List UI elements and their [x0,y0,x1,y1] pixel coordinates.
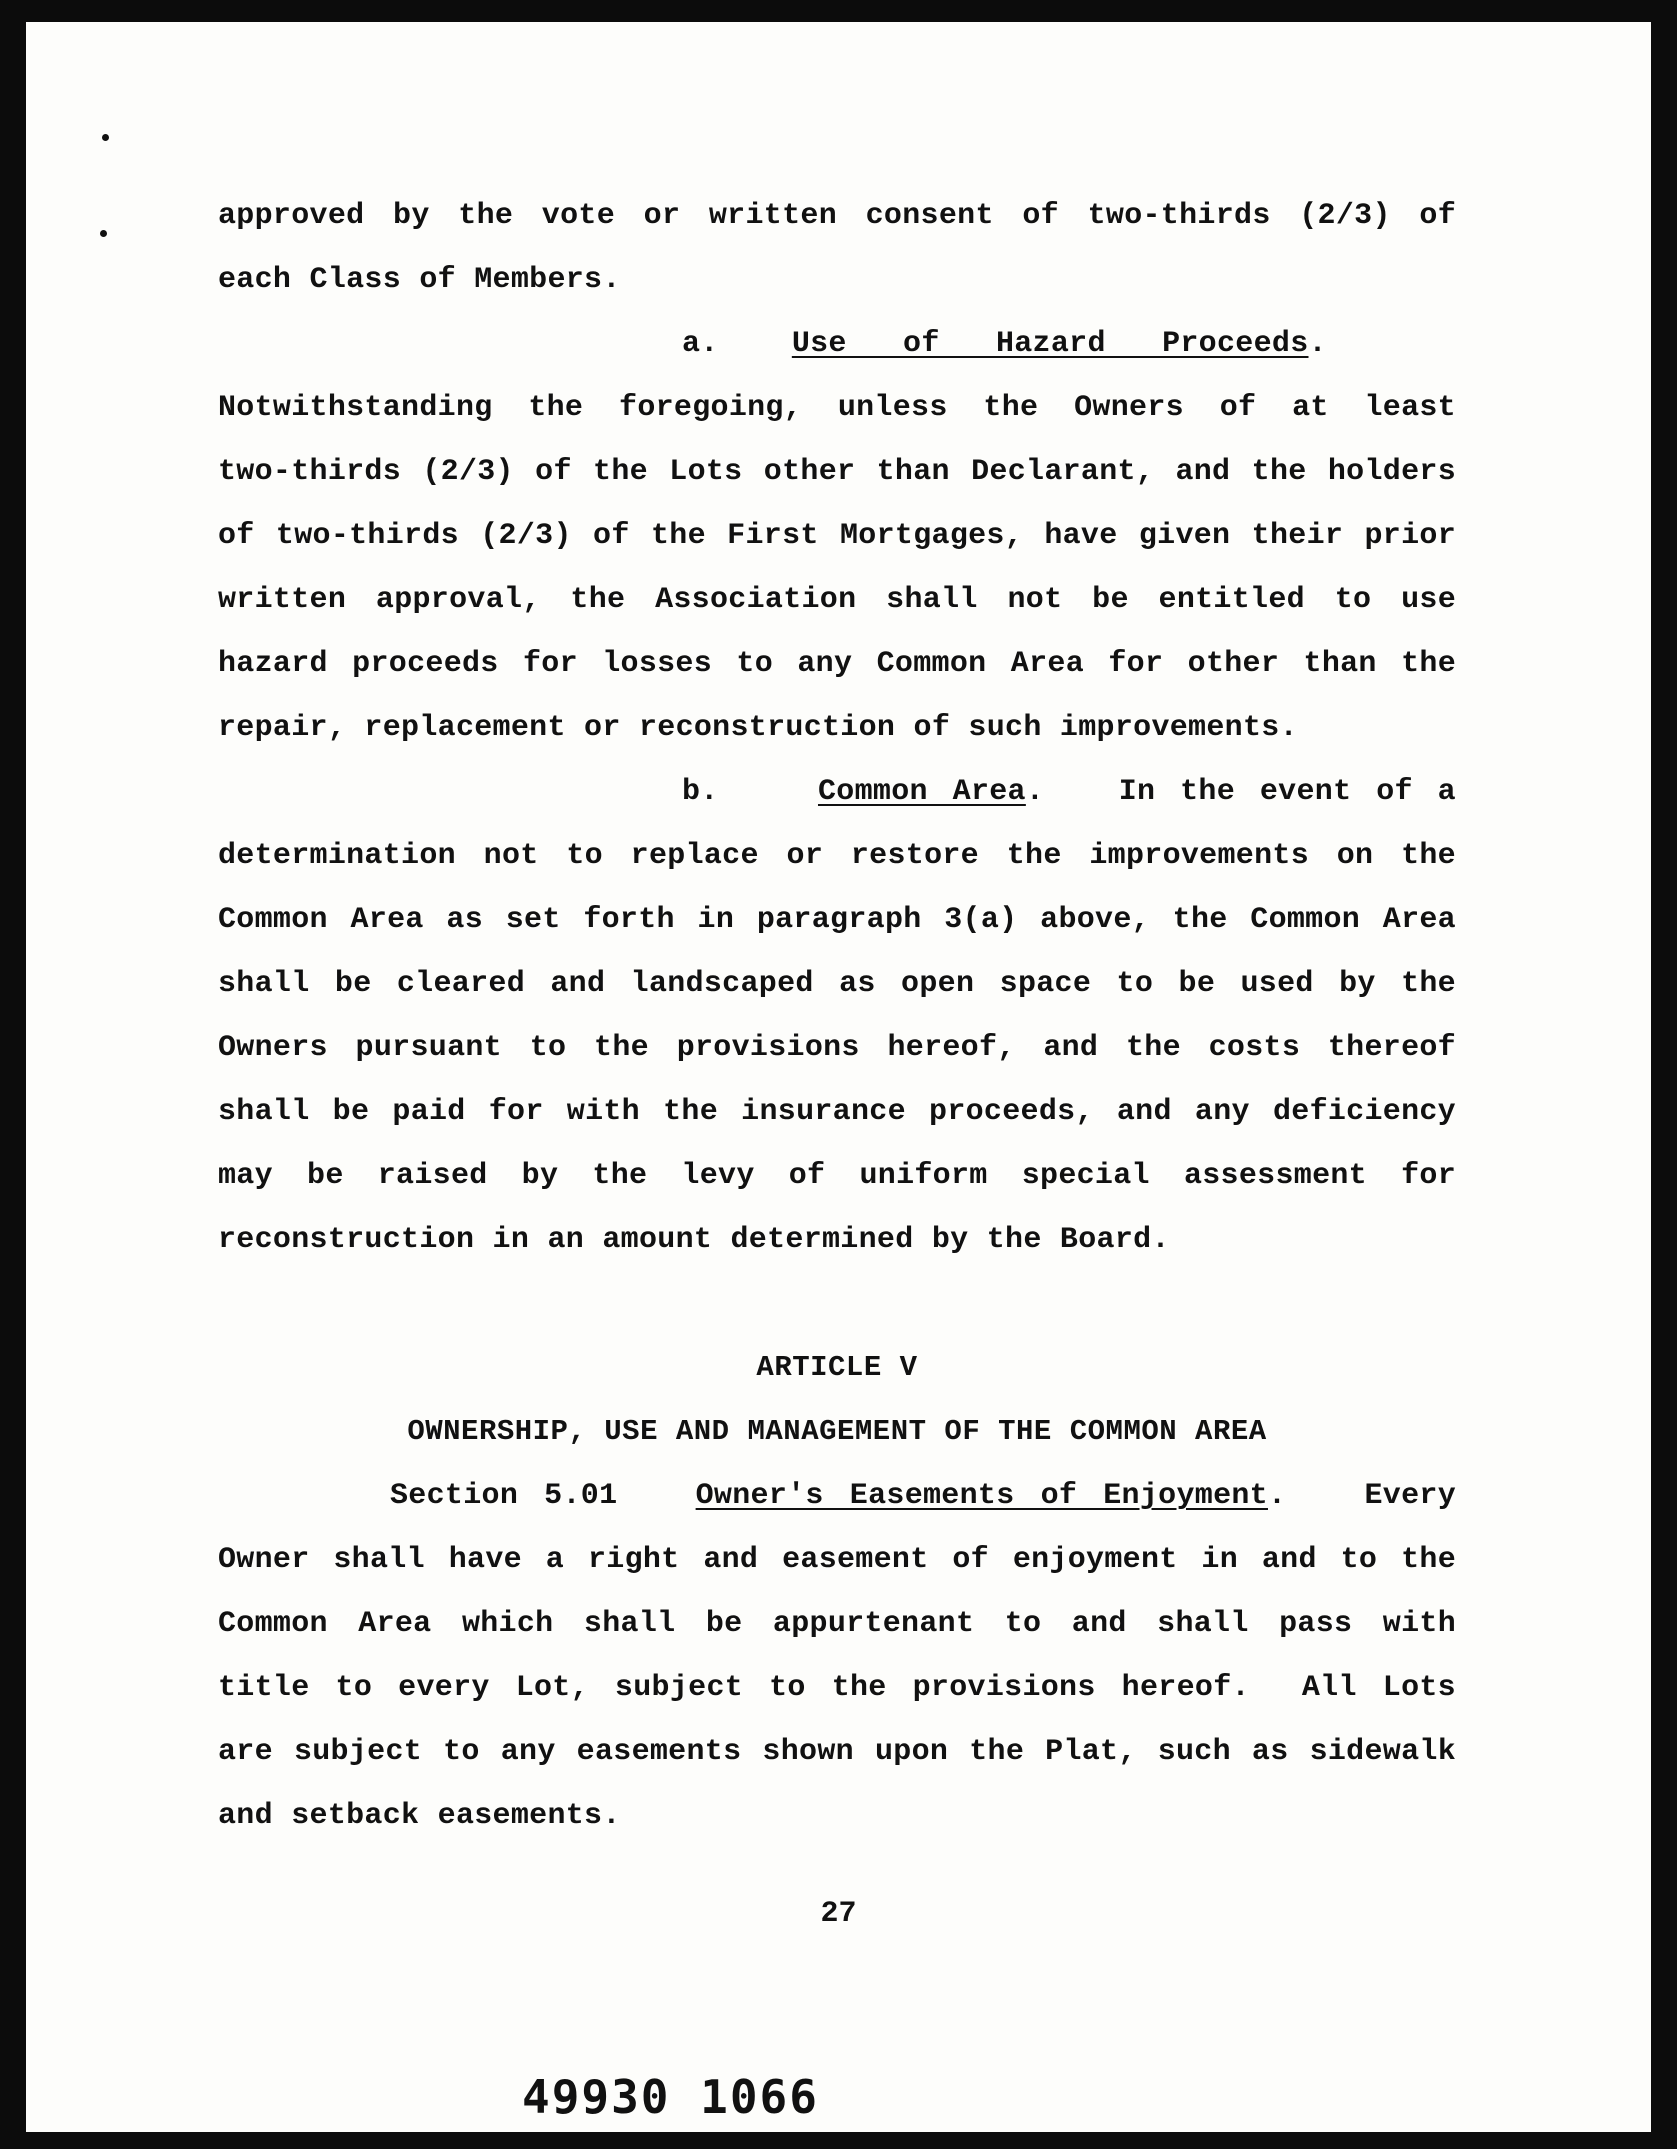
body-line: may be raised by the levy of uniform special assessment for [218,1159,1456,1193]
subsection-a-heading: a. Use of Hazard Proceeds. [682,327,1327,361]
subsection-b-label: b. [682,775,719,809]
article-title: OWNERSHIP, USE AND MANAGEMENT OF THE COMMON AREA [407,1415,1267,1448]
subsection-b-first-line: In the event of a [1118,775,1456,809]
body-line: shall be cleared and landscaped as open space to be used by the [218,967,1456,1001]
body-line: approved by the vote or written consent of two-thirds (2/3) of [218,199,1456,233]
body-line: written approval, the Association shall not be entitled to use [218,583,1456,617]
body-line: Notwithstanding the foregoing, unless the Owners of at least [218,391,1456,425]
body-line: two-thirds (2/3) of the Lots other than Declarant, and the holders [218,455,1456,489]
section-5-01-heading: Section 5.01 Owner's Easements of Enjoyment. Every [390,1479,1456,1513]
body-line: and setback easements. [218,1799,621,1833]
body-line: reconstruction in an amount determined by the Board. [218,1223,1170,1257]
body-line: repair, replacement or reconstruction of such improvements. [218,711,1298,745]
section-label: Section 5.01 [390,1479,618,1513]
body-line: shall be paid for with the insurance proceeds, and any deficiency [218,1095,1456,1129]
body-line: Owners pursuant to the provisions hereof, and the costs thereof [218,1031,1456,1065]
body-line: each Class of Members. [218,263,621,297]
subsection-b-title: Common Area [817,775,1026,809]
body-line: are subject to any easements shown upon the Plat, such as sidewalk [218,1735,1456,1769]
document-body [218,184,1456,1848]
body-line: determination not to replace or restore the improvements on the [218,839,1456,873]
section-first-line: Every [1364,1479,1456,1513]
article-number: ARTICLE V [756,1351,918,1384]
subsection-b-heading: b. Common Area. In the event of a [682,775,1456,809]
page-number: 27 [820,1897,857,1931]
body-line: of two-thirds (2/3) of the First Mortgages, have given their prior [218,519,1456,553]
body-line: Common Area which shall be appurtenant to and shall pass with [218,1607,1456,1641]
section-title: Owner's Easements of Enjoyment [695,1479,1268,1513]
bates-number: 49930 1066 [522,2070,819,2124]
body-line: title to every Lot, subject to the provisions hereof. All Lots [218,1671,1456,1705]
scan-speck [102,134,109,141]
subsection-a-title: Use of Hazard Proceeds [791,327,1309,361]
scan-speck [100,230,107,237]
subsection-a-label: a. [682,327,719,361]
body-line: Common Area as set forth in paragraph 3(a) above, the Common Area [218,903,1456,937]
body-line: hazard proceeds for losses to any Common Area for other than the [218,647,1456,681]
body-line: Owner shall have a right and easement of enjoyment in and to the [218,1543,1456,1577]
